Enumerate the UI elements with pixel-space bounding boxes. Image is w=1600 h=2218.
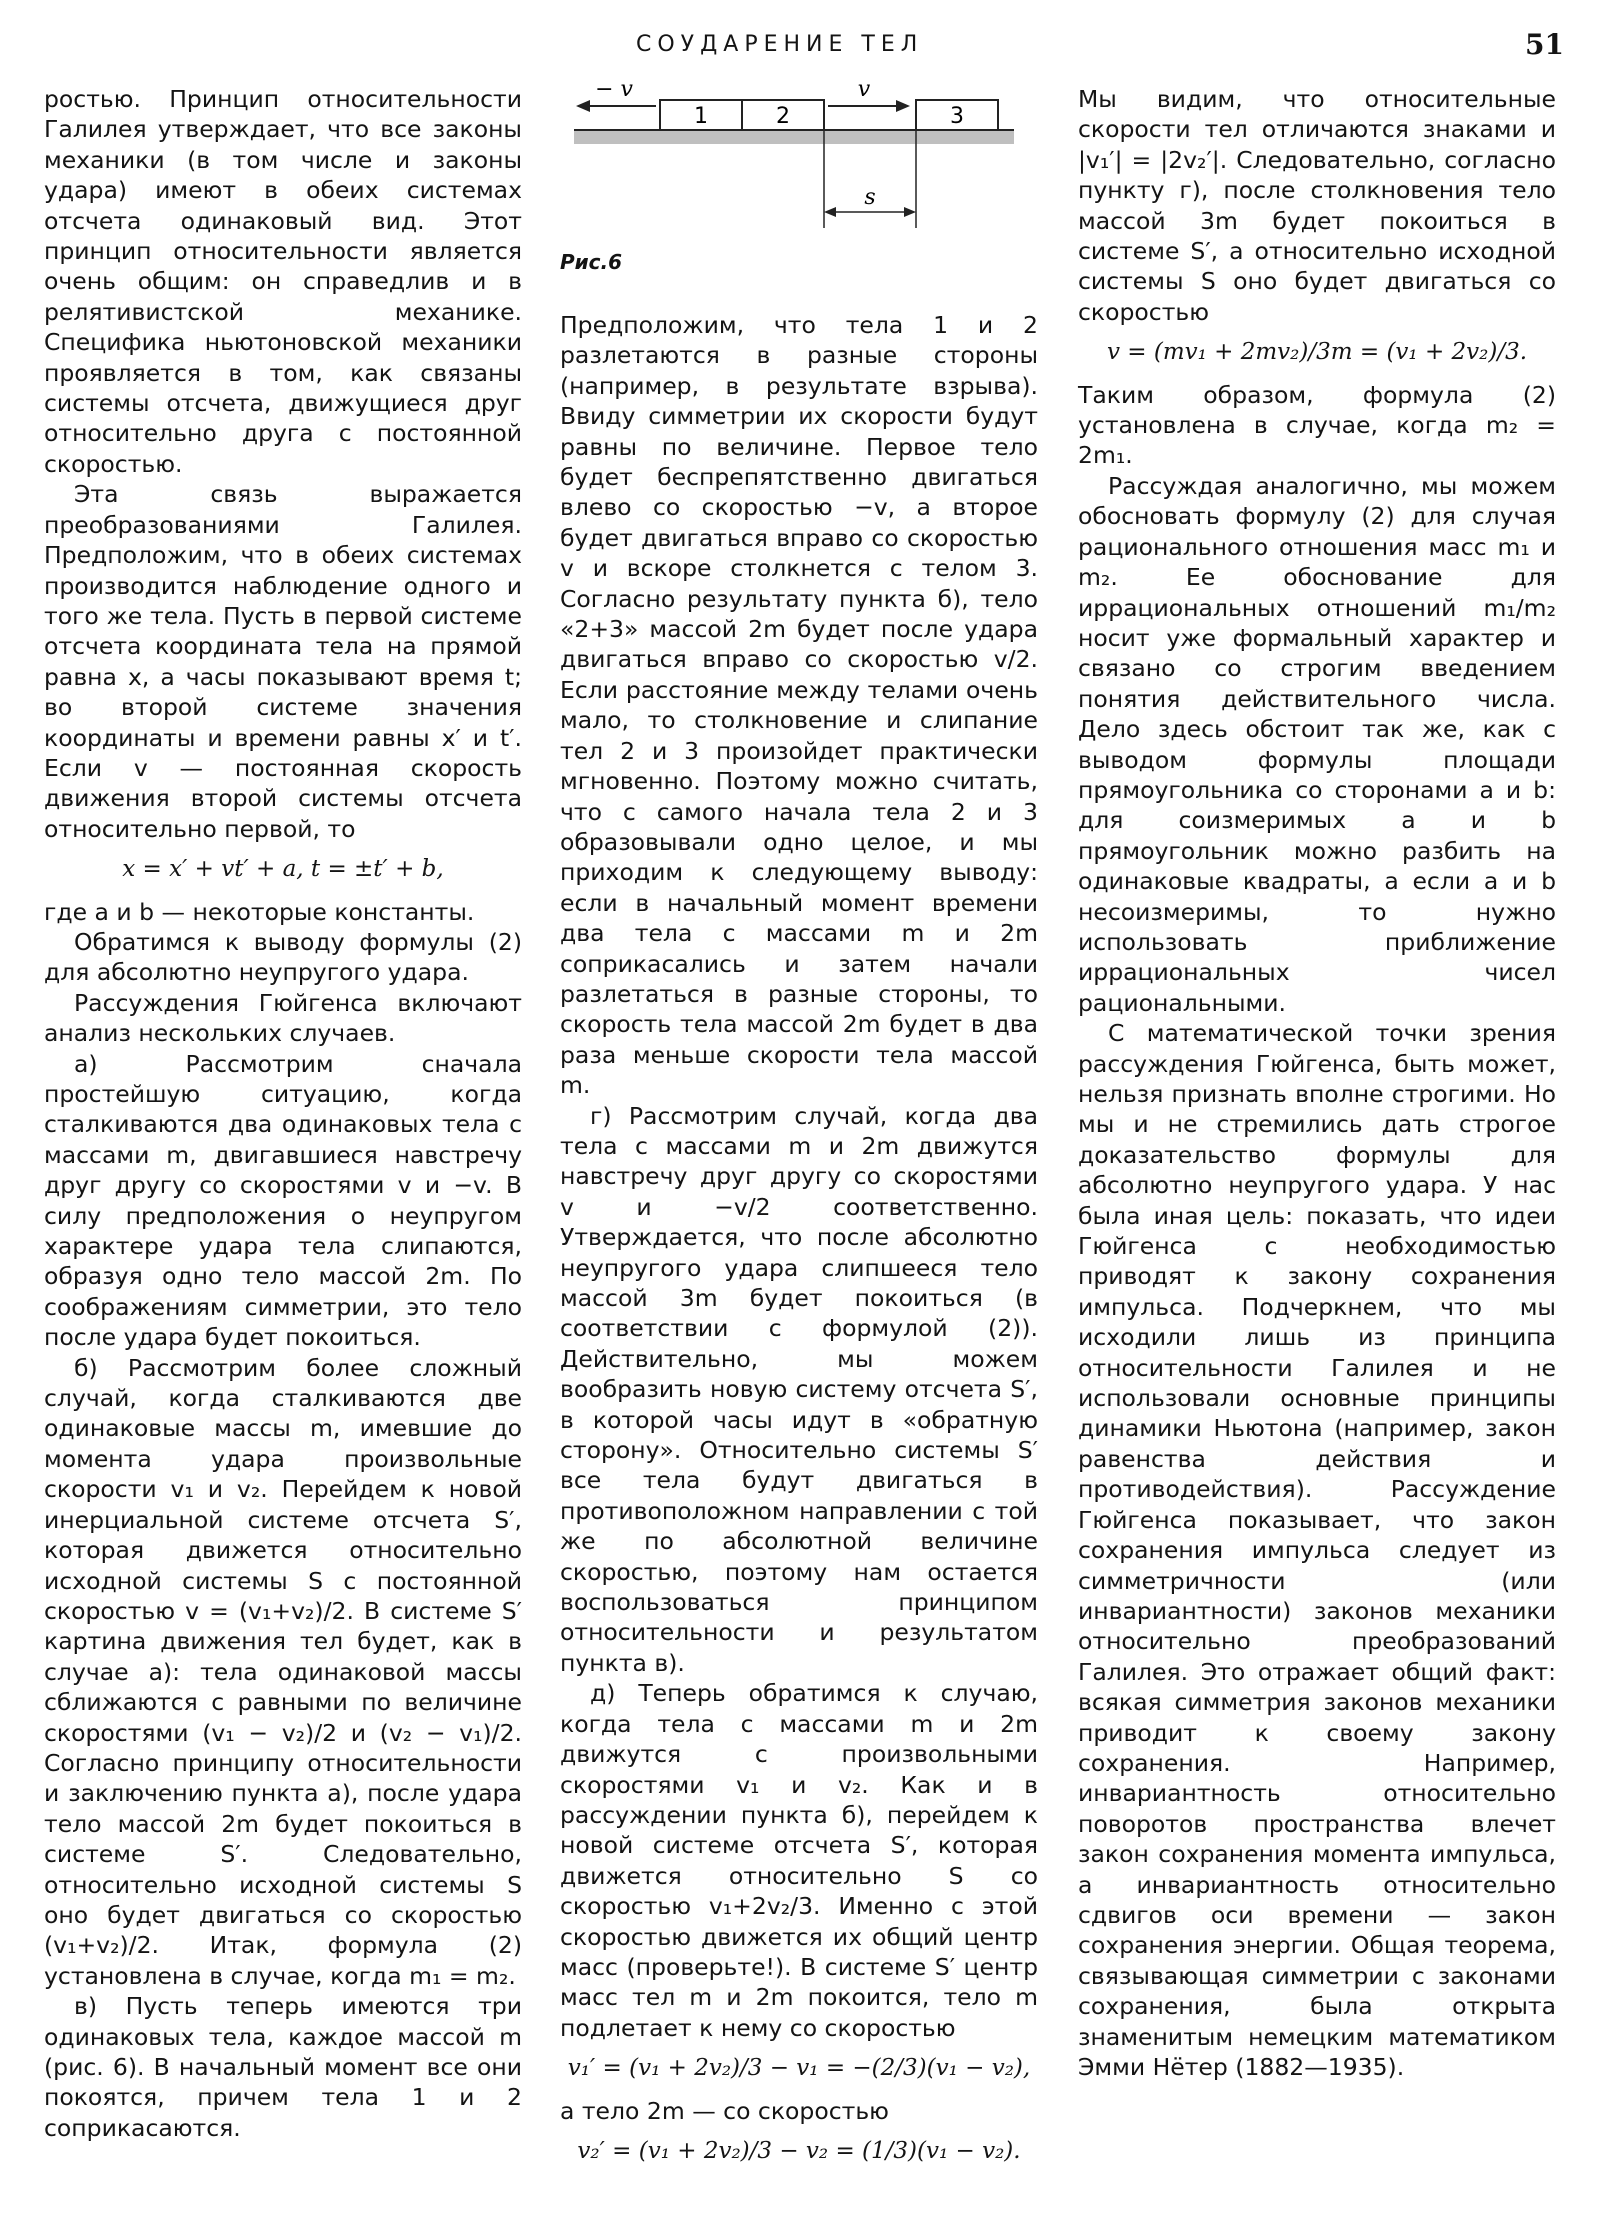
right-velocity-label: v xyxy=(857,80,871,102)
text-column-2 xyxy=(560,310,1038,2178)
body-3-label: 3 xyxy=(950,104,964,129)
paragraph-case-d: д) Теперь обратимся к случаю, когда тела с массами m и 2m движутся с произвольными скоростями v₁ и v₂. Как и в рассуждении пункта б), перейдем к новой системе отсчета S′, которая движется относительно S со скоростью v₁+2v₂/3. Именно с этой скоростью движется их общий центр масс (проверьте!). В системе S′ центр масс тел m и 2m покоится, тело m подлетает к нему со скоростью xyxy=(560,1679,1038,2042)
paragraph: Эта связь выражается преобразованиями Галилея. Предположим, что в обеих системах производится наблюдение одного и того же тела. Пусть в первой системе отсчета координата тела на прямой равна x, а часы показывают время t; во второй системе значения координаты и времени равны x′ и t′. Если v — постоянная скорость движения второй системы отсчета относительно первой, то xyxy=(44,480,522,843)
paragraph-case-a: а) Рассмотрим сначала простейшую ситуацию, когда сталкиваются два одинаковых тела с массами m, двигавшиеся навстречу друг другу со скоростями v и −v. В силу предположения о неупругом характере удара тела слипаются, образуя одно тело массой 2m. По соображениям симметрии, это тело после удара будет покоиться. xyxy=(44,1049,522,1352)
paragraph: а тело 2m — со скоростью xyxy=(560,2096,889,2125)
paragraph: Рассуждая аналогично, мы можем обосновать формулу (2) для случая рационального отношения масс m₁ и m₂. Ее обоснование для иррациональных отношений m₁/m₂ носит уже формальный характер и связано со строгим введением понятия действительного числа. Дело здесь обстоит так же, как с выводом формулы площади прямоугольника со сторонами a и b: для соизмеримых a и b прямоугольник можно разбить на одинаковые квадраты, а если a и b несоизмеримы, то нужно использовать приближение иррациональных чисел рациональными. xyxy=(1078,471,1556,1017)
left-arrow-head xyxy=(576,100,590,112)
body-1-label: 1 xyxy=(694,104,708,129)
paragraph-case-g: г) Рассмотрим случай, когда два тела с массами m и 2m движутся навстречу друг другу со скоростями v и −v/2 соответственно. Утверждается, что после абсолютно неупругого удара слипшееся тело массой 3m будет покоиться (в соответствии с формулой (2)). Действительно, мы можем вообразить новую систему отсчета S′, в которой часы идут в «обратную сторону». Относительно системы S′ все тела будут двигаться в противоположном направлении с той же по абсолютной величине скоростью, поэтому нам остается воспользоваться принципом относительности и результатом пункта в). xyxy=(560,1101,1038,1677)
formula-v2-prime: v₂′ = (v₁ + 2v₂)/3 − v₂ = (1/3)(v₁ − v₂). xyxy=(577,2137,1021,2164)
formula-galilean-transform: x = x′ + vt′ + a, t = ±t′ + b, xyxy=(122,856,444,883)
figure-caption: Рис.6 xyxy=(560,250,623,274)
paragraph: Таким образом, формула (2) установлена в случае, когда m₂ = 2m₁. xyxy=(1078,380,1556,470)
distance-arrow-left xyxy=(824,207,836,217)
text-column-3 xyxy=(1078,84,1556,2082)
paragraph: ростью. Принцип относительности Галилея утверждает, что все законы механики (в том числе и законы удара) имеют в обеих системах отсчета одинаковый вид. Этот принцип относительности является очень общим: он справедлив и в релятивистской механике. Специфика ньютоновской механики проявляется в том, как связаны системы отсчета, движущиеся друг относительно друга с постоянной скоростью. xyxy=(44,85,522,478)
distance-label: s xyxy=(864,185,876,210)
left-velocity-label: − v xyxy=(595,80,633,102)
paragraph-case-b: б) Рассмотрим более сложный случай, когда сталкиваются две одинаковые массы m, имевшие до момента удара произвольные скорости v₁ и v₂. Перейдем к новой инерциальной системе отсчета S′, которая движется относительно исходной системы S с постоянной скоростью v = (v₁+v₂)/2. В системе S′ картина движения тел будет, как в случае а): тела одинаковой массы сближаются с равными по величине скоростями (v₁ − v₂)/2 и (v₂ − v₁)/2. Согласно принципу относительности и заключению пункта а), после удара тело массой 2m будет покоиться в системе S′. Следовательно, относительно исходной системы S оно будет двигаться со скоростью (v₁+v₂)/2. Итак, формула (2) установлена в случае, когда m₁ = m₂. xyxy=(44,1353,522,1990)
paragraph-case-v: в) Пусть теперь имеются три одинаковых тела, каждое массой m (рис. 6). В начальный момент все они покоятся, причем тела 1 и 2 соприкасаются. xyxy=(44,1992,522,2142)
paragraph: где a и b — некоторые константы. xyxy=(44,897,475,926)
paragraph: Предположим, что тела 1 и 2 разлетаются в разные стороны (например, в результате взрыва). Ввиду симметрии их скорости будут равны по величине. Первое тело будет беспрепятственно двигаться влево со скоростью −v, а второе будет двигаться вправо со скоростью v и вскоре столкнется с телом 3. Согласно результату пункта б), тело «2+3» массой 2m будет после удара двигаться вправо со скоростью v/2. Если расстояние между телами очень мало, то столкновение и слипание тел 2 и 3 произойдет практически мгновенно. Поэтому можно считать, что с самого начала тела 2 и 3 образовывали одно целое, и мы приходим к следующему выводу: если в начальный момент времени два тела с массами m и 2m соприкасались и затем начали разлетаться в разные стороны, то скорость тела массой 2m будет в два раза меньше скорости тела массой m. xyxy=(560,311,1038,1100)
distance-arrow-right xyxy=(904,207,916,217)
paragraph: С математической точки зрения рассуждения Гюйгенса, быть может, нельзя признать вполне строгими. Но мы и не стремились дать строгое доказательство формулы для абсолютно неупругого удара. У нас была иная цель: показать, что идеи Гюйгенса с необходимостью приводят к закону сохранения импульса. Подчеркнем, что мы исходили лишь из принципа относительности Галилея и не использовали основные принципы динамики Ньютона (например, закон равенства действия и противодействия). Рассуждение Гюйгенса показывает, что закон сохранения импульса следует из симметричности (или инвариантности) законов механики относительно преобразований Галилея. Это отражает общий факт: всякая симметрия законов механики приводит к своему закону сохранения. Например, инвариантность относительно поворотов пространства влечет закон сохранения момента импульса, а инвариантность относительно сдвигов оси времени — закон сохранения энергии. Общая теорема, связывающая симметрии с законами сохранения, была открыта знаменитым немецким математиком Эмми Нётер (1882—1935). xyxy=(1078,1019,1556,2081)
ground-surface xyxy=(574,130,1014,144)
right-arrow-head xyxy=(896,100,910,112)
paragraph: Мы видим, что относительные скорости тел отличаются знаками и |v₁′| = |2v₂′|. Следовательно, согласно пункту г), после столкновения тело массой 3m будет покоиться в системе S′, а относительно исходной системы S оно будет двигаться со скоростью xyxy=(1078,85,1556,326)
page-number: 51 xyxy=(1525,28,1564,61)
body-2-label: 2 xyxy=(776,104,790,129)
figure-6-diagram xyxy=(560,80,1040,250)
figure-6 xyxy=(560,80,1040,280)
paragraph: Обратимся к выводу формулы (2) для абсолютно неупругого удара. xyxy=(44,927,522,987)
formula-v1-prime: v₁′ = (v₁ + 2v₂)/3 − v₁ = −(2/3)(v₁ − v₂), xyxy=(567,2055,1031,2082)
text-column-1 xyxy=(44,84,522,2143)
running-title: СОУДАРЕНИЕ ТЕЛ xyxy=(636,32,924,57)
page-header xyxy=(0,28,1600,68)
paragraph: Рассуждения Гюйгенса включают анализ нескольких случаев. xyxy=(44,988,522,1048)
formula-common-velocity: v = (mv₁ + 2mv₂)/3m = (v₁ + 2v₂)/3. xyxy=(1106,339,1528,366)
